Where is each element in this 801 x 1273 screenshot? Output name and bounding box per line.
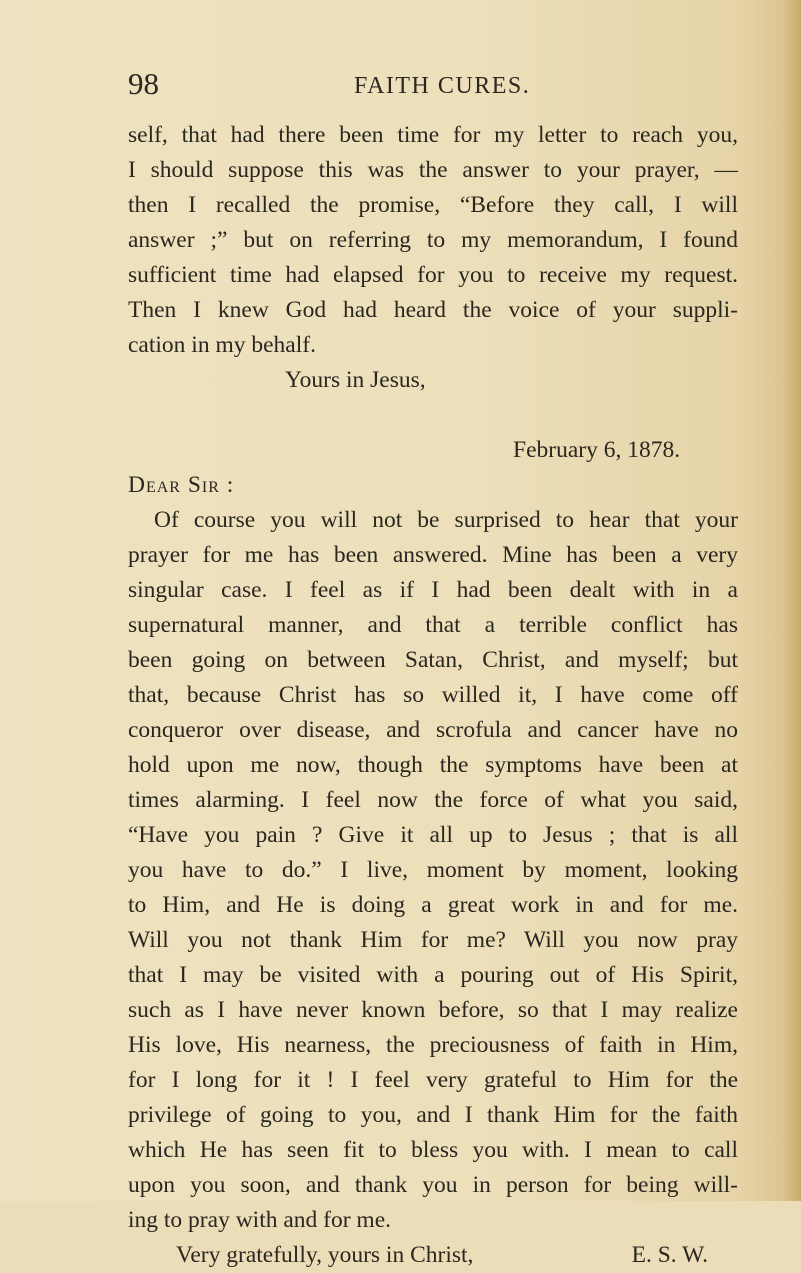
text-line: cation in my behalf.: [128, 332, 316, 358]
page-edge-shadow: [783, 0, 801, 1201]
body-text: [128, 118, 738, 1273]
letter-closing: Very gratefully, yours in Christ,: [176, 1242, 474, 1268]
text-line: for I long for it ! I feel very grateful to Him for the: [128, 1067, 738, 1093]
page-number: 98: [128, 66, 159, 101]
closing-row: [128, 1238, 738, 1273]
letter-closing: Yours in Jesus,: [285, 367, 426, 393]
running-title: FAITH CURES.: [354, 73, 531, 99]
text-line: “Have you pain ? Give it all up to Jesus ; that is all: [128, 822, 738, 848]
text-line: prayer for me has been answered. Mine has been a very: [128, 542, 738, 568]
page-header: [128, 66, 738, 106]
text-line: been going on between Satan, Christ, and myself; but: [128, 647, 738, 673]
text-line: such as I have never known before, so that I may realize: [128, 997, 738, 1023]
text-line: that, because Christ has so willed it, I have come off: [128, 682, 738, 708]
text-line: that I may be visited with a pouring out of His Spirit,: [128, 962, 738, 988]
text-line: upon you soon, and thank you in person for being will-: [128, 1172, 738, 1198]
text-line: answer ;” but on referring to my memorandum, I found: [128, 227, 738, 253]
text-line: His love, His nearness, the preciousness of faith in Him,: [128, 1032, 738, 1058]
text-line: which He has seen fit to bless you with. I mean to call: [128, 1137, 738, 1163]
text-line: then I recalled the promise, “Before they call, I will: [128, 192, 738, 218]
text-line: to Him, and He is doing a great work in and for me.: [128, 892, 738, 918]
text-line: supernatural manner, and that a terrible conflict has: [128, 612, 738, 638]
text-line: I should suppose this was the answer to your prayer, —: [128, 157, 738, 183]
text-line: self, that had there been time for my letter to reach you,: [128, 122, 738, 148]
text-line: hold upon me now, though the symptoms have been at: [128, 752, 738, 778]
text-line: privilege of going to you, and I thank Him for the faith: [128, 1102, 738, 1128]
text-line: ing to pray with and for me.: [128, 1207, 392, 1233]
text-line: times alarming. I feel now the force of what you said,: [128, 787, 738, 813]
text-line: Will you not thank Him for me? Will you now pray: [128, 927, 738, 953]
letter-date: February 6, 1878.: [513, 437, 681, 463]
blank-line: [128, 398, 738, 433]
text-line: singular case. I feel as if I had been dealt with in a: [128, 577, 738, 603]
text-line: Then I knew God had heard the voice of your suppli-: [128, 297, 738, 323]
text-line: conqueror over disease, and scrofula and cancer have no: [128, 717, 738, 743]
signature: E. S. W.: [631, 1242, 708, 1268]
text-line: Of course you will not be surprised to hear that your: [154, 507, 738, 533]
text-line: sufficient time had elapsed for you to receive my request.: [128, 262, 738, 288]
salutation: Dear Sir :: [128, 472, 235, 498]
text-line: you have to do.” I live, moment by moment, looking: [128, 857, 738, 883]
